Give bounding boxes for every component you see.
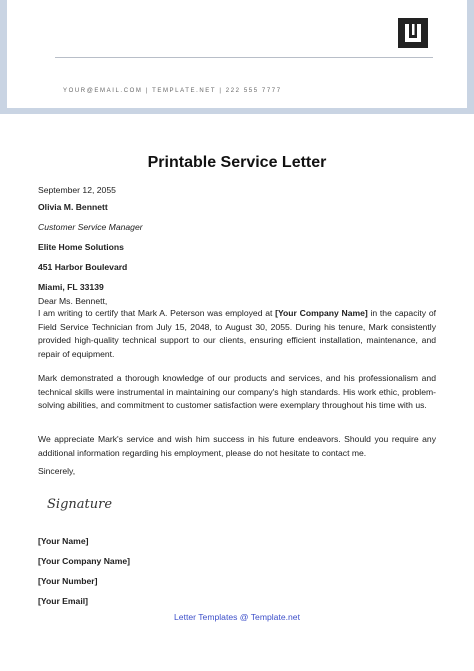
letter-date: September 12, 2055 xyxy=(38,185,116,195)
paragraph-closing: We appreciate Mark's service and wish him success in his future endeavors. Should you require any additional information regarding his employment, please do not hesitate to contact me. xyxy=(38,434,436,458)
paragraph-employment xyxy=(38,307,436,361)
sender-email: [Your Email] xyxy=(38,596,88,606)
letter-title: Printable Service Letter xyxy=(147,154,327,171)
recipient-title: Customer Service Manager xyxy=(38,222,143,232)
footer-link[interactable]: Letter Templates @ Template.net xyxy=(174,612,300,622)
paragraph-performance: Mark demonstrated a thorough knowledge of our products and services, and his professionalism and technical skills were instrumental in maintaining our company's high standards. His work ethic, problem-solving abilities, and commitment to customer satisfaction were exemplary throughout his time with us. xyxy=(38,373,436,411)
recipient-name: Olivia M. Bennett xyxy=(38,202,108,212)
recipient-city: Miami, FL 33139 xyxy=(38,282,104,292)
closing: Sincerely, xyxy=(38,466,76,476)
paragraph-employment-end: in the capacity of Field Service Technician from July 15, 2048, to August 30, 2055. During his tenure, Mark consistently provided high-quality technical support to our clients, ensuring efficient installation, maintenance, and repair of equipment. xyxy=(38,308,436,359)
sender-company: [Your Company Name] xyxy=(38,556,130,566)
contact-info: YOUR@EMAIL.COM | TEMPLATE.NET | 222 555 7777 xyxy=(63,88,282,94)
letterhead-band xyxy=(0,0,474,114)
signature: Signature xyxy=(47,497,113,512)
sender-number: [Your Number] xyxy=(38,576,98,586)
recipient-company: Elite Home Solutions xyxy=(38,242,124,252)
header-divider xyxy=(55,57,433,58)
company-placeholder: [Your Company Name] xyxy=(275,308,368,318)
company-logo-icon xyxy=(398,18,428,48)
salutation: Dear Ms. Bennett, xyxy=(38,296,108,306)
sender-name: [Your Name] xyxy=(38,536,89,546)
paragraph-employment-start: I am writing to certify that Mark A. Peterson was employed at xyxy=(38,308,276,318)
letterhead xyxy=(7,0,467,108)
recipient-street: 451 Harbor Boulevard xyxy=(38,262,128,272)
